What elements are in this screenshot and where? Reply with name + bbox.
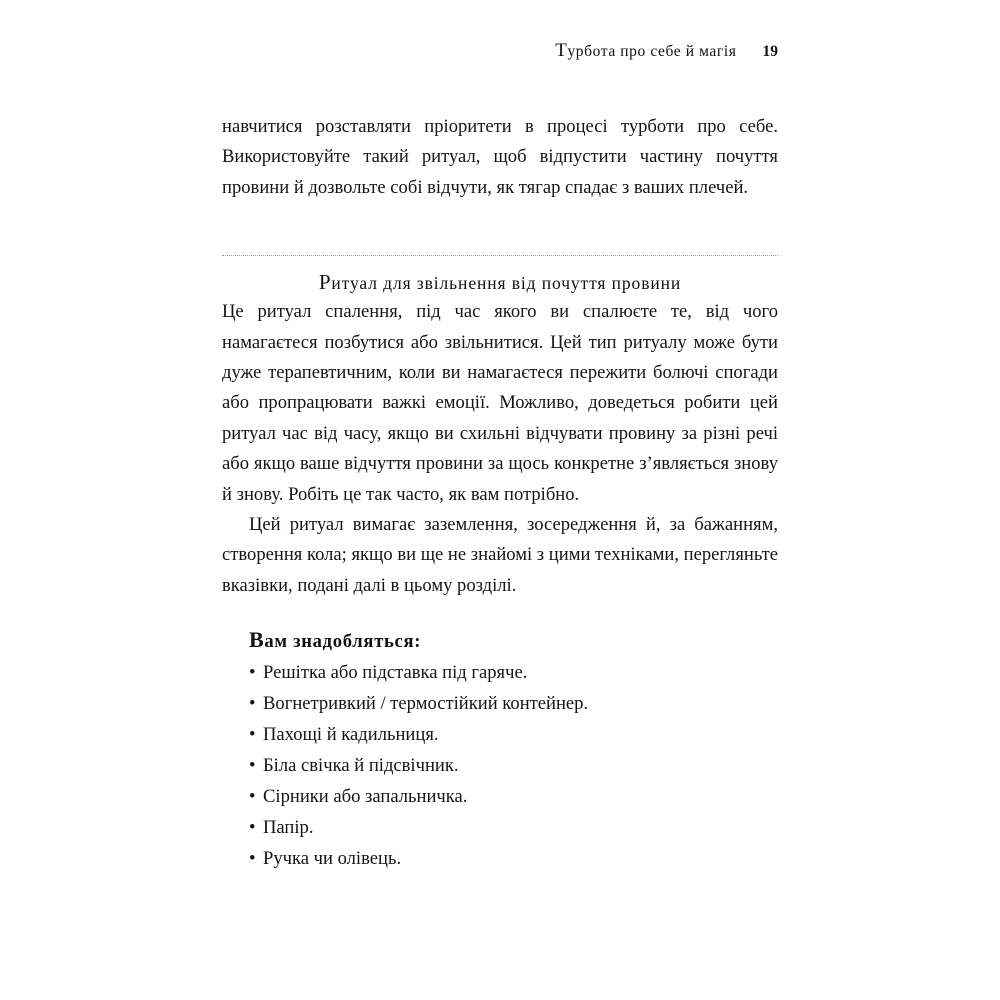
ritual-paragraph-1: Це ритуал спалення, під час якого ви спалюєте те, від чого намагаєтеся позбутися або звільнитися. Цей тип ритуалу може бути дуже терапевтичним, коли ви намагаєтеся пережити болючі спогади або пропрацювати важкі емоції. Можливо, доведеться робити цей ритуал час від часу, якщо ви схильні відчувати провину за різні речі або якщо ваше відчуття провини за щось конкретне з’являється знову й знову. Робіть це так часто, як вам потрібно. [222, 301, 778, 505]
page-number: 19 [762, 43, 778, 60]
spacer-before-supplies [222, 601, 778, 627]
running-head-title-initial: Т [555, 40, 568, 61]
list-item-label: Вогнетривкий / термостійкий контейнер. [263, 693, 589, 715]
page-content [222, 40, 778, 874]
list-item-label: Ручка чи олівець. [263, 848, 402, 870]
bullet-icon: • [249, 724, 256, 746]
intro-paragraph: навчитися розставляти пріоритети в процесі турботи про себе. Використовуйте такий ритуал, щоб відпустити частину почуття провини й дозвольте собі відчути, як тягар спадає з ваших плечей. [222, 116, 778, 198]
bullet-icon: • [249, 662, 256, 684]
list-item [249, 719, 778, 750]
list-item [249, 750, 778, 781]
list-item [249, 843, 778, 874]
list-item-label: Папір. [263, 817, 314, 839]
list-item-label: Пахощі й кадильниця. [263, 724, 439, 746]
bullet-icon: • [249, 693, 256, 715]
running-head-title [555, 40, 736, 62]
ritual-heading-initial: Р [318, 270, 332, 295]
supplies-title [222, 627, 778, 653]
ritual-heading-rest: итуал для звільнення від почуття провини [331, 273, 682, 294]
list-item-label: Сірники або запальничка. [263, 786, 468, 808]
bullet-icon: • [249, 848, 256, 870]
ritual-paragraph-2: Цей ритуал вимагає заземлення, зосередження й, за бажанням, створення кола; якщо ви ще не знайомі з цими техніками, перегляньте вказівки, подані далі в цьому розділі. [222, 514, 778, 596]
spacer-after-intro [222, 203, 778, 255]
running-head [222, 40, 778, 70]
ritual-heading [222, 270, 778, 295]
supplies-title-rest: ам знадобляться: [264, 631, 422, 653]
list-item-label: Біла свічка й підсвічник. [263, 755, 459, 777]
list-item [249, 812, 778, 843]
list-item [249, 688, 778, 719]
list-item-label: Решітка або підставка під гаряче. [263, 662, 528, 684]
list-item [249, 657, 778, 688]
dotted-divider [222, 255, 778, 256]
supplies-title-initial: В [249, 627, 265, 653]
bullet-icon: • [249, 786, 256, 808]
bullet-icon: • [249, 817, 256, 839]
running-head-title-rest: урбота про себе й магія [567, 43, 737, 60]
list-item [249, 781, 778, 812]
bullet-icon: • [249, 755, 256, 777]
supplies-list [222, 657, 778, 874]
